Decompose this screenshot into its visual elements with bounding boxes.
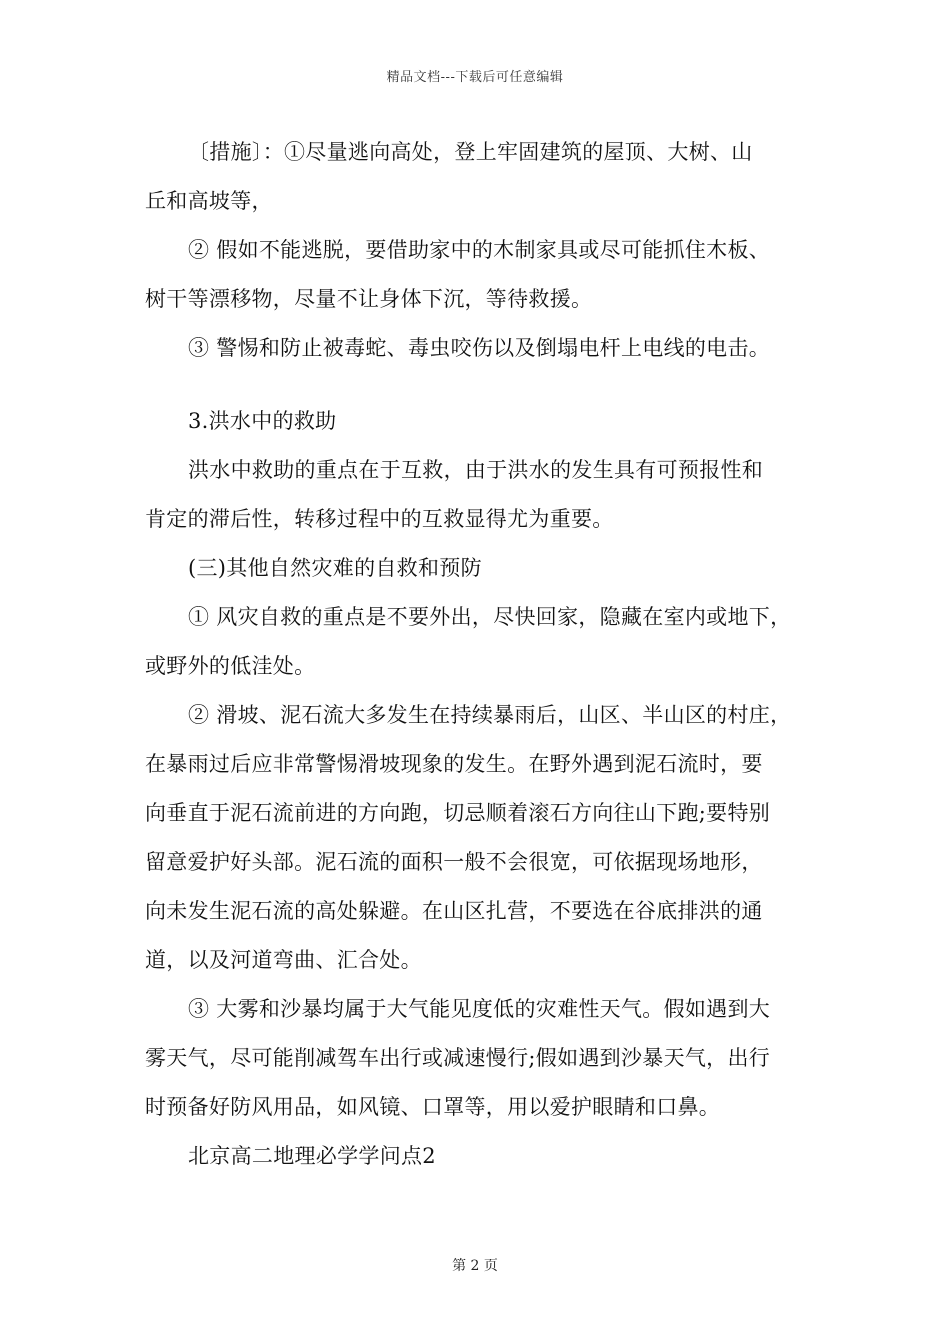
section-heading: 北京高二地理必学学问点2 — [188, 1144, 436, 1168]
text-line: ① 风灾自救的重点是不要外出，尽快回家，隐藏在室内或地下， — [188, 605, 792, 629]
text-line: 丘和高坡等， — [145, 189, 273, 213]
text-line: 或野外的低洼处。 — [145, 654, 316, 678]
text-line: 雾天气，尽可能削减驾车出行或减速慢行;假如遇到沙暴天气，出行 — [145, 1046, 771, 1070]
text-line: 时预备好防风用品，如风镜、口罩等，用以爱护眼睛和口鼻。 — [145, 1095, 721, 1119]
text-line: ② 假如不能逃脱，要借助家中的木制家具或尽可能抓住木板、 — [188, 238, 771, 262]
text-line: 留意爱护好头部。泥石流的面积一般不会很宽，可依据现场地形， — [145, 850, 763, 874]
text-line: 向未发生泥石流的高处躲避。在山区扎营，不要选在谷底排洪的通 — [145, 899, 763, 923]
text-line: 肯定的滞后性，转移过程中的互救显得尤为重要。 — [145, 507, 614, 531]
text-line: 〔措施〕：①尽量逃向高处，登上牢固建筑的屋顶、大树、山 — [188, 140, 753, 164]
text-line: 向垂直于泥石流前进的方向跑，切忌顺着滚石方向往山下跑;要特别 — [145, 801, 771, 825]
paragraph-gap — [145, 379, 815, 403]
text-line: 洪水中救助的重点在于互救，由于洪水的发生具有可预报性和 — [188, 458, 764, 482]
page-header: 精品文档---下载后可任意编辑 — [386, 70, 564, 85]
text-line: ③ 警惕和防止被毒蛇、毒虫咬伤以及倒塌电杆上电线的电击。 — [188, 336, 771, 360]
text-line: ② 滑坡、泥石流大多发生在持续暴雨后，山区、半山区的村庄， — [188, 703, 792, 727]
section-heading: (三)其他自然灾难的自救和预防 — [188, 556, 482, 580]
page-number: 第 2 页 — [452, 1258, 498, 1274]
text-line: ③ 大雾和沙暴均属于大气能见度低的灾难性天气。假如遇到大 — [188, 997, 771, 1021]
document-body — [145, 134, 815, 1187]
section-heading: 3.洪水中的救助 — [188, 409, 337, 433]
text-line: 在暴雨过后应非常警惕滑坡现象的发生。在野外遇到泥石流时，要 — [145, 752, 763, 776]
text-line: 树干等漂移物，尽量不让身体下沉，等待救援。 — [145, 287, 593, 311]
text-line: 道，以及河道弯曲、汇合处。 — [145, 948, 422, 972]
